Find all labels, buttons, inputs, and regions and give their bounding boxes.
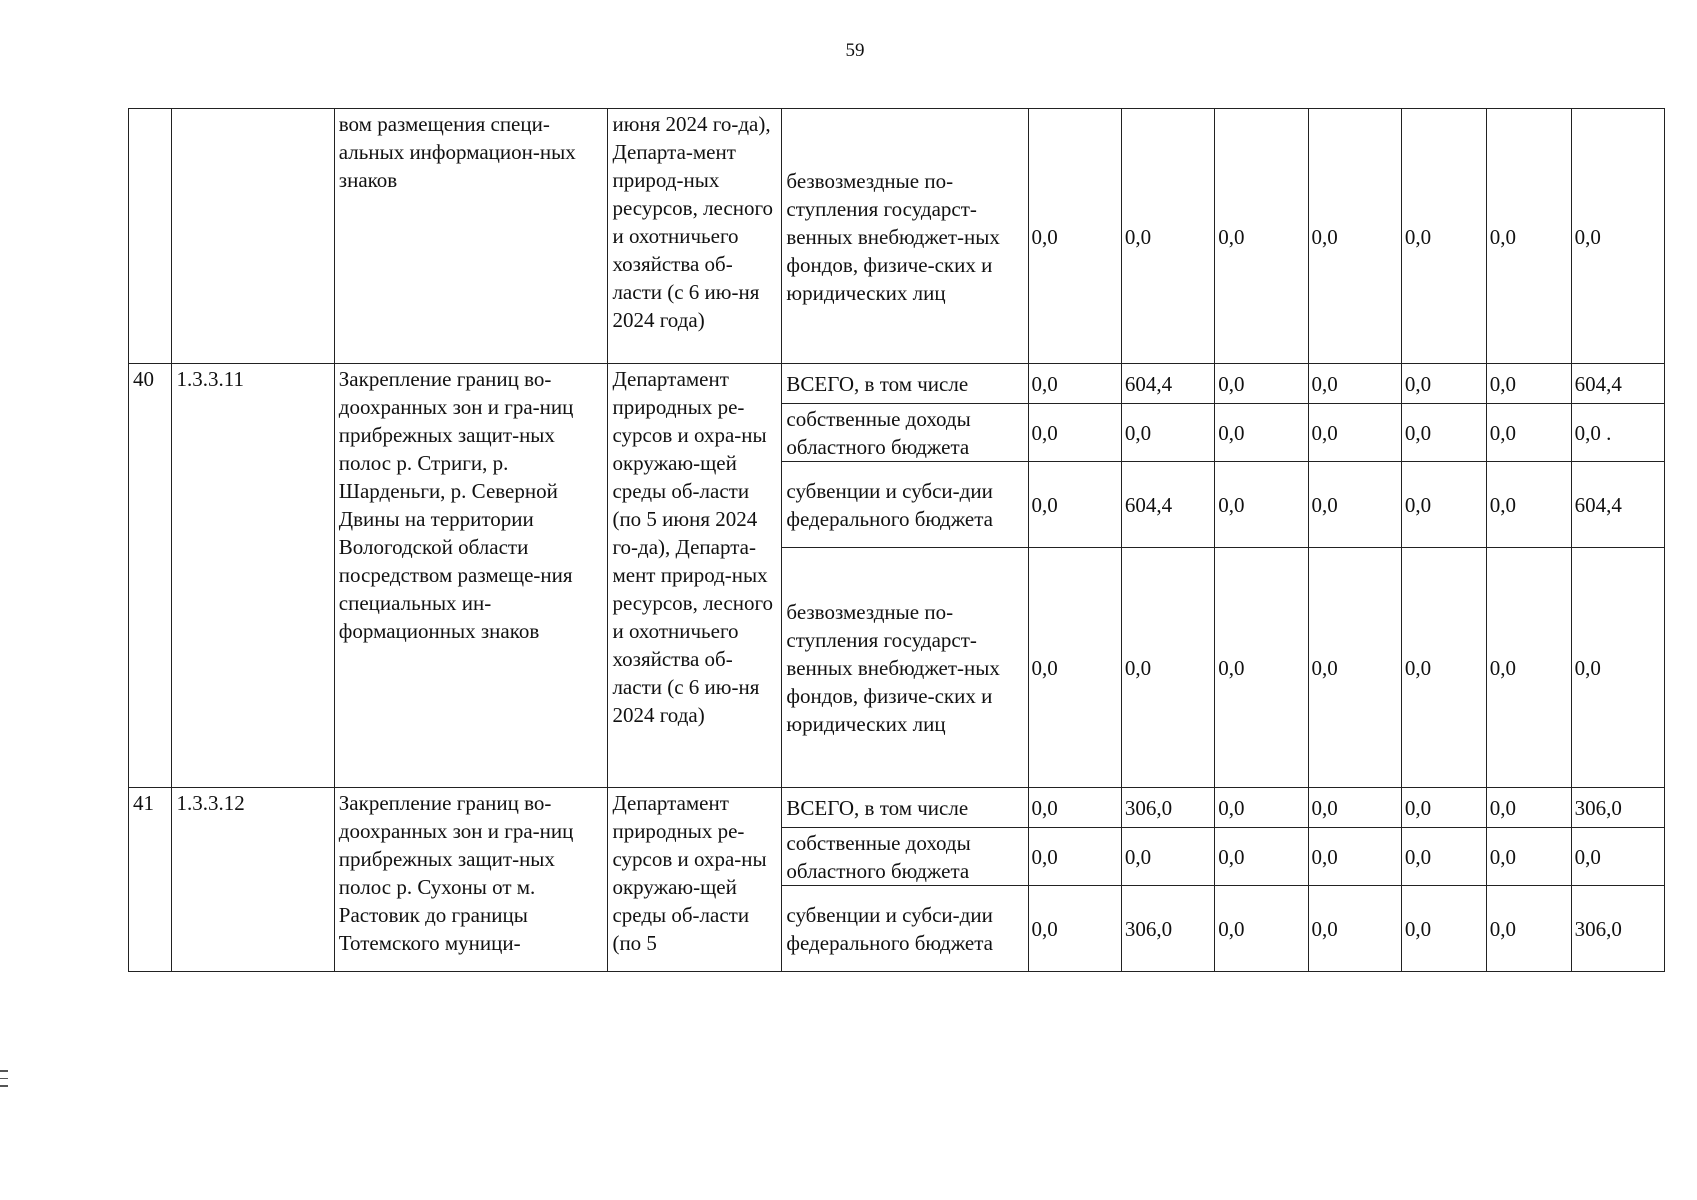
value-cell: 0,0	[1215, 462, 1308, 548]
budget-table	[128, 108, 1665, 972]
funding-source-cell: ВСЕГО, в том числе	[782, 364, 1028, 404]
table-row	[129, 788, 1665, 828]
table-row	[129, 364, 1665, 404]
value-cell: 0,0	[1028, 828, 1121, 886]
value-cell: 0,0	[1401, 109, 1486, 364]
value-cell: 0,0	[1308, 404, 1401, 462]
value-cell: 0,0	[1028, 404, 1121, 462]
table-row	[129, 109, 1665, 364]
code-cell	[172, 109, 334, 364]
row-number-cell: 40	[129, 364, 172, 788]
value-cell: 0,0	[1401, 404, 1486, 462]
scan-mark	[0, 1078, 8, 1080]
value-cell: 0,0	[1486, 404, 1571, 462]
scan-mark	[0, 1070, 8, 1072]
executor-cell: июня 2024 го-да), Департа-мент природ-ных ресурсов, лесного и охотничьего хозяйства об-ласти (с 6 ию-ня 2024 года)	[608, 109, 782, 364]
value-cell: 0,0 .	[1571, 404, 1664, 462]
value-cell: 0,0	[1571, 548, 1664, 788]
value-cell: 0,0	[1308, 548, 1401, 788]
measure-name-cell: Закрепление границ во-доохранных зон и гра-ниц прибрежных защит-ных полос р. Сухоны от м. Растовик до границы Тотемского муници-	[334, 788, 608, 972]
value-cell: 0,0	[1215, 404, 1308, 462]
value-cell: 0,0	[1121, 404, 1214, 462]
value-cell: 0,0	[1308, 886, 1401, 972]
value-cell: 0,0	[1401, 886, 1486, 972]
value-cell: 0,0	[1571, 109, 1664, 364]
value-cell: 0,0	[1571, 828, 1664, 886]
value-cell: 306,0	[1571, 788, 1664, 828]
measure-name-cell: вом размещения специ-альных информацион-ных знаков	[334, 109, 608, 364]
value-cell: 0,0	[1215, 109, 1308, 364]
value-cell: 0,0	[1215, 788, 1308, 828]
value-cell: 0,0	[1401, 788, 1486, 828]
value-cell: 0,0	[1028, 788, 1121, 828]
value-cell: 0,0	[1028, 109, 1121, 364]
value-cell: 0,0	[1486, 462, 1571, 548]
value-cell: 306,0	[1121, 788, 1214, 828]
code-cell: 1.3.3.11	[172, 364, 334, 788]
funding-source-cell: безвозмездные по-ступления государст-венных внебюджет-ных фондов, физиче-ских и юридических лиц	[782, 548, 1028, 788]
funding-source-cell: субвенции и субси-дии федерального бюджета	[782, 886, 1028, 972]
funding-source-cell: собственные доходы областного бюджета	[782, 404, 1028, 462]
value-cell: 0,0	[1121, 828, 1214, 886]
value-cell: 0,0	[1028, 364, 1121, 404]
value-cell: 0,0	[1401, 364, 1486, 404]
value-cell: 0,0	[1486, 548, 1571, 788]
value-cell: 0,0	[1486, 109, 1571, 364]
value-cell: 0,0	[1308, 109, 1401, 364]
value-cell: 0,0	[1486, 886, 1571, 972]
scan-edge-marks	[0, 1070, 8, 1093]
value-cell: 0,0	[1215, 828, 1308, 886]
value-cell: 0,0	[1028, 548, 1121, 788]
value-cell: 0,0	[1486, 828, 1571, 886]
value-cell: 604,4	[1571, 364, 1664, 404]
value-cell: 0,0	[1401, 548, 1486, 788]
value-cell: 0,0	[1215, 548, 1308, 788]
measure-name-cell: Закрепление границ во-доохранных зон и гра-ниц прибрежных защит-ных полос р. Стриги, р. Шарденьги, р. Северной Двины на территории Вологодской области посредством размеще-ния специальных ин-формационных знаков	[334, 364, 608, 788]
value-cell: 306,0	[1571, 886, 1664, 972]
value-cell: 0,0	[1308, 828, 1401, 886]
value-cell: 604,4	[1121, 462, 1214, 548]
value-cell: 0,0	[1215, 364, 1308, 404]
executor-cell: Департамент природных ре-сурсов и охра-ны окружаю-щей среды об-ласти (по 5	[608, 788, 782, 972]
value-cell: 0,0	[1028, 462, 1121, 548]
scan-mark	[0, 1085, 8, 1087]
value-cell: 0,0	[1486, 788, 1571, 828]
value-cell: 306,0	[1121, 886, 1214, 972]
value-cell: 0,0	[1215, 886, 1308, 972]
funding-source-cell: собственные доходы областного бюджета	[782, 828, 1028, 886]
value-cell: 0,0	[1401, 462, 1486, 548]
value-cell: 0,0	[1486, 364, 1571, 404]
row-number-cell	[129, 109, 172, 364]
page-number: 59	[845, 40, 865, 61]
row-number-cell: 41	[129, 788, 172, 972]
funding-source-cell: безвозмездные по-ступления государст-венных внебюджет-ных фондов, физиче-ских и юридических лиц	[782, 109, 1028, 364]
value-cell: 0,0	[1401, 828, 1486, 886]
executor-cell: Департамент природных ре-сурсов и охра-ны окружаю-щей среды об-ласти (по 5 июня 2024 го-да), Департа-мент природ-ных ресурсов, лесного и охотничьего хозяйства об-ласти (с 6 ию-ня 2024 года)	[608, 364, 782, 788]
value-cell: 0,0	[1121, 548, 1214, 788]
value-cell: 0,0	[1308, 462, 1401, 548]
funding-source-cell: ВСЕГО, в том числе	[782, 788, 1028, 828]
value-cell: 604,4	[1121, 364, 1214, 404]
value-cell: 0,0	[1308, 788, 1401, 828]
value-cell: 0,0	[1028, 886, 1121, 972]
code-cell: 1.3.3.12	[172, 788, 334, 972]
value-cell: 0,0	[1308, 364, 1401, 404]
funding-source-cell: субвенции и субси-дии федерального бюджета	[782, 462, 1028, 548]
value-cell: 0,0	[1121, 109, 1214, 364]
value-cell: 604,4	[1571, 462, 1664, 548]
